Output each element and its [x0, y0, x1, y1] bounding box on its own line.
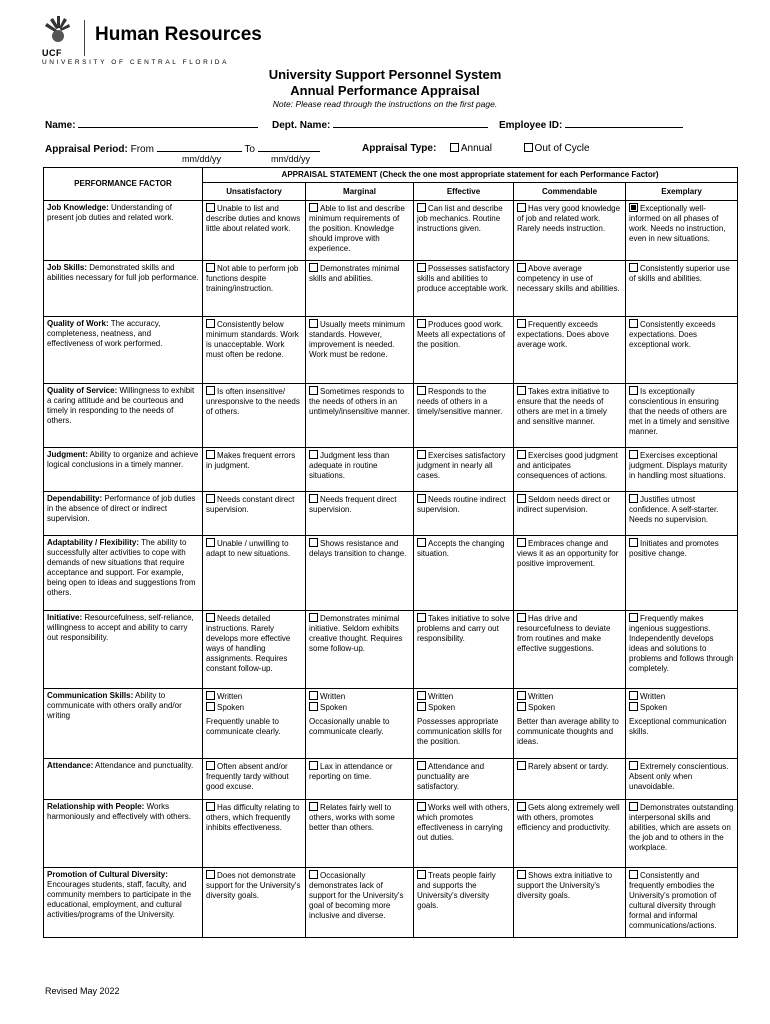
appraisal-option-exemplary [626, 492, 738, 536]
appraisal-option-exemplary [626, 611, 738, 689]
appraisal-option-exemplary [626, 689, 738, 759]
level-header-exemplary: Exemplary [626, 183, 738, 201]
option-checkbox[interactable] [309, 203, 318, 212]
name-field-row [45, 119, 258, 131]
spoken-checkbox[interactable] [629, 702, 638, 711]
appraisal-option-commendable [514, 448, 626, 492]
option-checkbox[interactable] [206, 494, 215, 503]
appraisal-option-exemplary [626, 448, 738, 492]
dept-input[interactable] [333, 119, 488, 128]
option-checkbox[interactable] [417, 263, 426, 272]
appraisal-option-unsatisfactory [203, 317, 306, 384]
appraisal-option-commendable [514, 492, 626, 536]
option-text: Possesses appropriate communication skills for the position. [417, 717, 502, 746]
table-row [44, 201, 738, 261]
appraisal-option-marginal [306, 317, 414, 384]
performance-factor-cell [44, 201, 203, 261]
written-option [417, 691, 510, 702]
appraisal-option-exemplary [626, 317, 738, 384]
factor-title: Adaptability / Flexibility: [47, 538, 140, 547]
performance-factor-cell [44, 492, 203, 536]
appraisal-option-effective [414, 800, 514, 868]
header [40, 14, 340, 74]
performance-factor-cell [44, 759, 203, 800]
appraisal-option-marginal [306, 536, 414, 611]
option-checkbox[interactable] [629, 870, 638, 879]
option-text: Exceptionally well-informed on all phases of work. Needs no instruction, even in new situations. [629, 204, 726, 243]
appraisal-period-label: Appraisal Period: [45, 144, 128, 155]
appraisal-option-exemplary [626, 536, 738, 611]
university-name: UNIVERSITY OF CENTRAL FLORIDA [42, 59, 230, 66]
option-text: Consistently and frequently embodies the University's promotion of cultural diversity through formal and informal communications/actions. [629, 871, 717, 930]
factor-description: Encourages students, staff, faculty, and community members to participate in the educational, employment, and cultural activities/programs of the University. [47, 880, 192, 919]
option-checkbox[interactable] [417, 870, 426, 879]
option-text: Demonstrates outstanding interpersonal skills and abilities, which are assets on the job and to others in the workplace. [629, 803, 734, 852]
appraisal-option-effective [414, 492, 514, 536]
appraisal-type-row [362, 143, 590, 154]
option-text: Lax in attendance or reporting on time. [309, 762, 393, 781]
option-text: Takes extra initiative to ensure that the needs of others are met in a timely and sensitive manner. [517, 387, 609, 426]
performance-factor-cell [44, 689, 203, 759]
spoken-checkbox[interactable] [517, 702, 526, 711]
option-text: Occasionally unable to communicate clearly. [309, 717, 390, 736]
option-text: Demonstrates minimal initiative. Seldom exhibits creative thought. Requires some follow-up. [309, 614, 403, 653]
option-text: Better than average ability to communicate thoughts and ideas. [517, 717, 619, 746]
performance-factor-header: PERFORMANCE FACTOR [44, 168, 203, 201]
factor-title: Dependability: [47, 494, 103, 503]
level-header-effective: Effective [414, 183, 514, 201]
revision-note: Revised May 2022 [45, 986, 120, 996]
spoken-option [206, 702, 302, 713]
option-checkbox[interactable] [206, 761, 215, 770]
option-text: Rarely absent or tardy. [528, 762, 609, 771]
option-text: Frequently unable to communicate clearly. [206, 717, 281, 736]
option-checkbox[interactable] [629, 802, 638, 811]
dept-label: Dept. Name: [272, 120, 331, 131]
option-text: Not able to perform job functions despite training/instruction. [206, 264, 299, 293]
appraisal-option-effective [414, 201, 514, 261]
appraisal-option-marginal [306, 759, 414, 800]
spoken-option [629, 702, 734, 713]
appraisal-option-effective [414, 384, 514, 448]
employee-id-label: Employee ID: [499, 120, 563, 131]
instruction-note: Note: Please read through the instructions on the first page. [272, 99, 498, 109]
appraisal-option-exemplary [626, 201, 738, 261]
option-checkbox[interactable] [309, 319, 318, 328]
written-option [517, 691, 622, 702]
factor-title: Job Skills: [47, 263, 88, 272]
factor-title: Judgment: [47, 450, 88, 459]
spoken-label: Spoken [528, 703, 556, 712]
option-checkbox[interactable] [206, 263, 215, 272]
spoken-option [309, 702, 410, 713]
name-label: Name: [45, 120, 76, 131]
appraisal-option-commendable [514, 261, 626, 317]
table-row [44, 261, 738, 317]
option-checkbox[interactable] [309, 450, 318, 459]
option-text: Seldom needs direct or indirect supervision. [517, 495, 611, 514]
ucf-pegasus-logo-icon [42, 14, 72, 48]
appraisal-option-effective [414, 448, 514, 492]
option-checkbox[interactable] [629, 319, 638, 328]
written-label: Written [640, 692, 666, 701]
appraisal-option-commendable [514, 201, 626, 261]
annual-checkbox[interactable] [450, 143, 459, 152]
option-checkbox[interactable] [517, 450, 526, 459]
appraisal-option-marginal [306, 201, 414, 261]
appraisal-option-commendable [514, 689, 626, 759]
appraisal-option-exemplary [626, 384, 738, 448]
appraisal-option-commendable [514, 800, 626, 868]
option-checkbox[interactable] [206, 450, 215, 459]
appraisal-option-exemplary [626, 261, 738, 317]
option-text: Treats people fairly and supports the University's diversity goals. [417, 871, 496, 910]
option-checkbox[interactable] [309, 494, 318, 503]
option-checkbox[interactable] [309, 538, 318, 547]
option-text: Above average competency in use of necessary skills and abilities. [517, 264, 620, 293]
factor-title: Communication Skills: [47, 691, 134, 700]
option-text: Exercises satisfactory judgment in nearly all cases. [417, 451, 506, 480]
appraisal-option-unsatisfactory [203, 384, 306, 448]
performance-factor-cell [44, 536, 203, 611]
option-checkbox[interactable] [417, 761, 426, 770]
performance-factor-cell [44, 448, 203, 492]
option-text: Embraces change and views it as an opportunity for positive improvement. [517, 539, 619, 568]
appraisal-option-unsatisfactory [203, 536, 306, 611]
factor-title: Quality of Service: [47, 386, 118, 395]
option-checkbox[interactable] [629, 494, 638, 503]
performance-factor-cell [44, 261, 203, 317]
factor-title: Attendance: [47, 761, 94, 770]
written-label: Written [428, 692, 454, 701]
appraisal-option-unsatisfactory [203, 448, 306, 492]
option-text: Shows resistance and delays transition to change. [309, 539, 407, 558]
appraisal-option-commendable [514, 611, 626, 689]
option-checkbox[interactable] [629, 538, 638, 547]
to-date-format: mm/dd/yy [271, 154, 311, 164]
factor-title: Relationship with People: [47, 802, 145, 811]
appraisal-option-commendable [514, 536, 626, 611]
appraisal-option-effective [414, 261, 514, 317]
appraisal-option-marginal [306, 448, 414, 492]
factor-description: The accuracy, completeness, neatness, and effectiveness of work performed. [47, 319, 163, 348]
option-checkbox[interactable] [517, 538, 526, 547]
factor-description: Resourcefulness, self-reliance, willingness to accept and ability to carry out responsibility. [47, 613, 194, 642]
factor-title: Job Knowledge: [47, 203, 109, 212]
factor-description: Ability to communicate with others orally and/or writing [47, 691, 182, 720]
option-checkbox[interactable] [629, 203, 638, 212]
option-text: Possesses satisfactory skills and abilities to produce acceptable work. [417, 264, 510, 293]
appraisal-option-effective [414, 611, 514, 689]
option-checkbox[interactable] [629, 613, 638, 622]
performance-factor-cell [44, 868, 203, 938]
option-text: Shows extra initiative to support the University's diversity goals. [517, 871, 613, 900]
option-checkbox[interactable] [206, 538, 215, 547]
table-row [44, 492, 738, 536]
appraisal-option-marginal [306, 492, 414, 536]
appraisal-option-exemplary [626, 759, 738, 800]
option-text: Consistently superior use of skills and abilities. [629, 264, 730, 283]
factor-title: Initiative: [47, 613, 83, 622]
option-text: Is exceptionally conscientious in ensuring that the needs of others are met in a timely and sensitive manner. [629, 387, 730, 436]
written-option [206, 691, 302, 702]
factor-description: Willingness to exhibit a caring attitude and be courteous and timely in responding to the needs of others. [47, 386, 195, 425]
appraisal-option-unsatisfactory [203, 800, 306, 868]
table-row [44, 800, 738, 868]
logo-divider [84, 20, 85, 56]
appraisal-option-commendable [514, 317, 626, 384]
appraisal-option-exemplary [626, 800, 738, 868]
factor-description: Understanding of present job duties and related work. [47, 203, 174, 222]
appraisal-option-effective [414, 868, 514, 938]
spoken-label: Spoken [320, 703, 348, 712]
appraisal-option-effective [414, 536, 514, 611]
option-text: Has very good knowledge of job and related work. Rarely needs instruction. [517, 204, 621, 233]
form-title: University Support Personnel System [268, 67, 502, 82]
option-checkbox[interactable] [517, 203, 526, 212]
appraisal-option-unsatisfactory [203, 868, 306, 938]
option-text: Justifies utmost confidence. A self-starter. Needs no supervision. [629, 495, 719, 524]
appraisal-option-unsatisfactory [203, 261, 306, 317]
option-text: Relates fairly well to others, works with some better than others. [309, 803, 395, 832]
option-text: Frequently makes ingenious suggestions. Independently develops ideas and solutions to problems and follows through completely. [629, 614, 734, 673]
option-text: Has difficulty relating to others, which frequently inhibits effectiveness. [206, 803, 300, 832]
option-text: Can list and describe job mechanics. Routine instructions given. [417, 204, 503, 233]
option-text: Unable to list and describe duties and knows little about related work. [206, 204, 301, 233]
written-checkbox[interactable] [629, 691, 638, 700]
option-checkbox[interactable] [517, 263, 526, 272]
option-text: Occasionally demonstrates lack of support for the University's goal of becoming more inclusive and diverse. [309, 871, 404, 920]
from-date-input[interactable] [157, 143, 242, 152]
appraisal-option-marginal [306, 261, 414, 317]
option-text: Is often insensitive/ unresponsive to the needs of others. [206, 387, 300, 416]
written-label: Written [217, 692, 243, 701]
option-text: Extremely conscientious. Absent only when unavoidable. [629, 762, 729, 791]
option-checkbox[interactable] [309, 613, 318, 622]
option-checkbox[interactable] [417, 613, 426, 622]
appraisal-option-effective [414, 317, 514, 384]
table-row [44, 759, 738, 800]
appraisal-option-marginal [306, 800, 414, 868]
written-label: Written [528, 692, 554, 701]
appraisal-option-effective [414, 759, 514, 800]
option-text: Unable / unwilling to adapt to new situations. [206, 539, 291, 558]
option-checkbox[interactable] [629, 386, 638, 395]
option-text: Makes frequent errors in judgment. [206, 451, 296, 470]
option-text: Needs constant direct supervision. [206, 495, 295, 514]
appraisal-option-effective [414, 689, 514, 759]
appraisal-option-marginal [306, 868, 414, 938]
option-checkbox[interactable] [206, 870, 215, 879]
option-text: Needs detailed instructions. Rarely develops more effective ways of handling assignments. Requires constant follow-up. [206, 614, 291, 673]
appraisal-type-label: Appraisal Type: [362, 143, 437, 154]
option-checkbox[interactable] [517, 494, 526, 503]
option-checkbox[interactable] [417, 203, 426, 212]
annual-label: Annual [460, 143, 492, 154]
factor-description: Ability to organize and achieve logical conclusions in a timely manner. [47, 450, 199, 469]
written-checkbox[interactable] [309, 691, 318, 700]
option-text: Sometimes responds to the needs of others in an untimely/insensitive manner. [309, 387, 410, 416]
written-label: Written [320, 692, 346, 701]
dept-field-row [272, 119, 488, 131]
out-of-cycle-checkbox[interactable] [524, 143, 533, 152]
form-subtitle: Annual Performance Appraisal [290, 83, 480, 98]
performance-factor-cell [44, 611, 203, 689]
table-row [44, 611, 738, 689]
department-title: Human Resources [95, 24, 262, 45]
option-text: Often absent and/or frequently tardy without good excuse. [206, 762, 289, 791]
option-text: Responds to the needs of others in a timely/sensitive manner. [417, 387, 503, 416]
option-checkbox[interactable] [206, 386, 215, 395]
appraisal-option-marginal [306, 689, 414, 759]
appraisal-option-exemplary [626, 868, 738, 938]
option-text: Does not demonstrate support for the University's diversity goals. [206, 871, 301, 900]
factor-description: Performance of job duties in the absence of direct or indirect supervision. [47, 494, 196, 523]
table-row [44, 536, 738, 611]
performance-factor-cell [44, 384, 203, 448]
option-text: Attendance and punctuality are satisfactory. [417, 762, 485, 791]
option-checkbox[interactable] [417, 450, 426, 459]
out-of-cycle-label: Out of Cycle [534, 143, 590, 154]
from-date-format: mm/dd/yy [182, 154, 222, 164]
option-checkbox[interactable] [517, 761, 526, 770]
option-checkbox[interactable] [517, 613, 526, 622]
spoken-label: Spoken [640, 703, 668, 712]
spoken-label: Spoken [428, 703, 456, 712]
option-text: Accepts the changing situation. [417, 539, 505, 558]
appraisal-option-unsatisfactory [203, 201, 306, 261]
option-checkbox[interactable] [206, 802, 215, 811]
option-checkbox[interactable] [309, 761, 318, 770]
option-checkbox[interactable] [517, 386, 526, 395]
appraisal-option-unsatisfactory [203, 689, 306, 759]
level-header-marginal: Marginal [306, 183, 414, 201]
option-checkbox[interactable] [309, 386, 318, 395]
option-checkbox[interactable] [206, 203, 215, 212]
spoken-label: Spoken [217, 703, 245, 712]
option-text: Needs frequent direct supervision. [309, 495, 397, 514]
appraisal-table [43, 167, 738, 938]
table-row [44, 689, 738, 759]
table-row [44, 448, 738, 492]
option-text: Exercises good judgment and anticipates consequences of actions. [517, 451, 618, 480]
option-checkbox[interactable] [417, 319, 426, 328]
table-row [44, 384, 738, 448]
spoken-checkbox[interactable] [417, 702, 426, 711]
spoken-option [517, 702, 622, 713]
employee-id-field-row [499, 119, 683, 131]
option-checkbox[interactable] [517, 802, 526, 811]
performance-factor-cell [44, 317, 203, 384]
written-option [629, 691, 734, 702]
option-text: Has drive and resourcefulness to deviate from routines and make effective suggestions. [517, 614, 611, 653]
factor-description: Attendance and punctuality. [95, 761, 194, 770]
spoken-option [417, 702, 510, 713]
option-checkbox[interactable] [629, 263, 638, 272]
option-checkbox[interactable] [517, 870, 526, 879]
option-checkbox[interactable] [309, 870, 318, 879]
option-text: Frequently exceeds expectations. Does above average work. [517, 320, 610, 349]
factor-title: Promotion of Cultural Diversity: [47, 870, 168, 879]
to-date-input[interactable] [258, 143, 320, 152]
option-text: Takes initiative to solve problems and carry out responsibility. [417, 614, 510, 643]
option-checkbox[interactable] [309, 263, 318, 272]
option-checkbox[interactable] [417, 802, 426, 811]
appraisal-option-marginal [306, 611, 414, 689]
option-text: Consistently exceeds expectations. Does exceptional work. [629, 320, 716, 349]
ucf-logo-text: UCF [42, 48, 62, 58]
option-checkbox[interactable] [206, 319, 215, 328]
option-checkbox[interactable] [309, 802, 318, 811]
option-text: Exceptional communication skills. [629, 717, 727, 736]
option-checkbox[interactable] [517, 319, 526, 328]
table-row [44, 317, 738, 384]
appraisal-option-unsatisfactory [203, 759, 306, 800]
performance-factor-cell [44, 800, 203, 868]
appraisal-option-commendable [514, 868, 626, 938]
factor-description: Works harmoniously and effectively with others. [47, 802, 191, 821]
spoken-checkbox[interactable] [309, 702, 318, 711]
option-checkbox[interactable] [629, 761, 638, 770]
appraisal-option-commendable [514, 384, 626, 448]
option-checkbox[interactable] [629, 450, 638, 459]
to-label: To [244, 144, 255, 155]
option-checkbox[interactable] [417, 538, 426, 547]
factor-description: Demonstrated skills and abilities necessary for full job performance. [47, 263, 199, 282]
factor-title: Quality of Work: [47, 319, 109, 328]
written-option [309, 691, 410, 702]
option-checkbox[interactable] [417, 386, 426, 395]
from-label: From [130, 144, 154, 155]
written-checkbox[interactable] [517, 691, 526, 700]
written-checkbox[interactable] [206, 691, 215, 700]
appraisal-option-commendable [514, 759, 626, 800]
spoken-checkbox[interactable] [206, 702, 215, 711]
option-text: Demonstrates minimal skills and abilities. [309, 264, 400, 283]
level-header-unsatisfactory: Unsatisfactory [203, 183, 306, 201]
appraisal-statement-header: APPRAISAL STATEMENT (Check the one most appropriate statement for each Performance Factor) [203, 168, 738, 183]
option-text: Usually meets minimum standards. However, improvement is needed. Work must be redone. [309, 320, 405, 359]
option-text: Consistently below minimum standards. Work is unacceptable. Work must often be redone. [206, 320, 299, 359]
option-text: Exercises exceptional judgment. Displays maturity in handling most situations. [629, 451, 728, 480]
option-text: Judgment less than adequate in routine situations. [309, 451, 390, 480]
option-text: Able to list and describe minimum requirements of the position. Knowledge should improve with experience. [309, 204, 405, 253]
written-checkbox[interactable] [417, 691, 426, 700]
table-row [44, 868, 738, 938]
employee-id-input[interactable] [565, 119, 683, 128]
appraisal-option-marginal [306, 384, 414, 448]
appraisal-option-unsatisfactory [203, 492, 306, 536]
option-text: Works well with others, which promotes effectiveness in carrying out duties. [417, 803, 510, 842]
option-text: Produces good work. Meets all expectations of the position. [417, 320, 506, 349]
option-checkbox[interactable] [417, 494, 426, 503]
option-text: Needs routine indirect supervision. [417, 495, 506, 514]
factor-description: The ability to successfully alter activities to cope with demands of new situations that require acceptance and support. For example, being open to ideas and suggestions from others. [47, 538, 196, 597]
level-header-commendable: Commendable [514, 183, 626, 201]
name-input[interactable] [78, 119, 258, 128]
option-checkbox[interactable] [206, 613, 215, 622]
option-text: Gets along extremely well with others, promotes efficiency and productivity. [517, 803, 620, 832]
option-text: Initiates and promotes positive change. [629, 539, 719, 558]
appraisal-option-unsatisfactory [203, 611, 306, 689]
